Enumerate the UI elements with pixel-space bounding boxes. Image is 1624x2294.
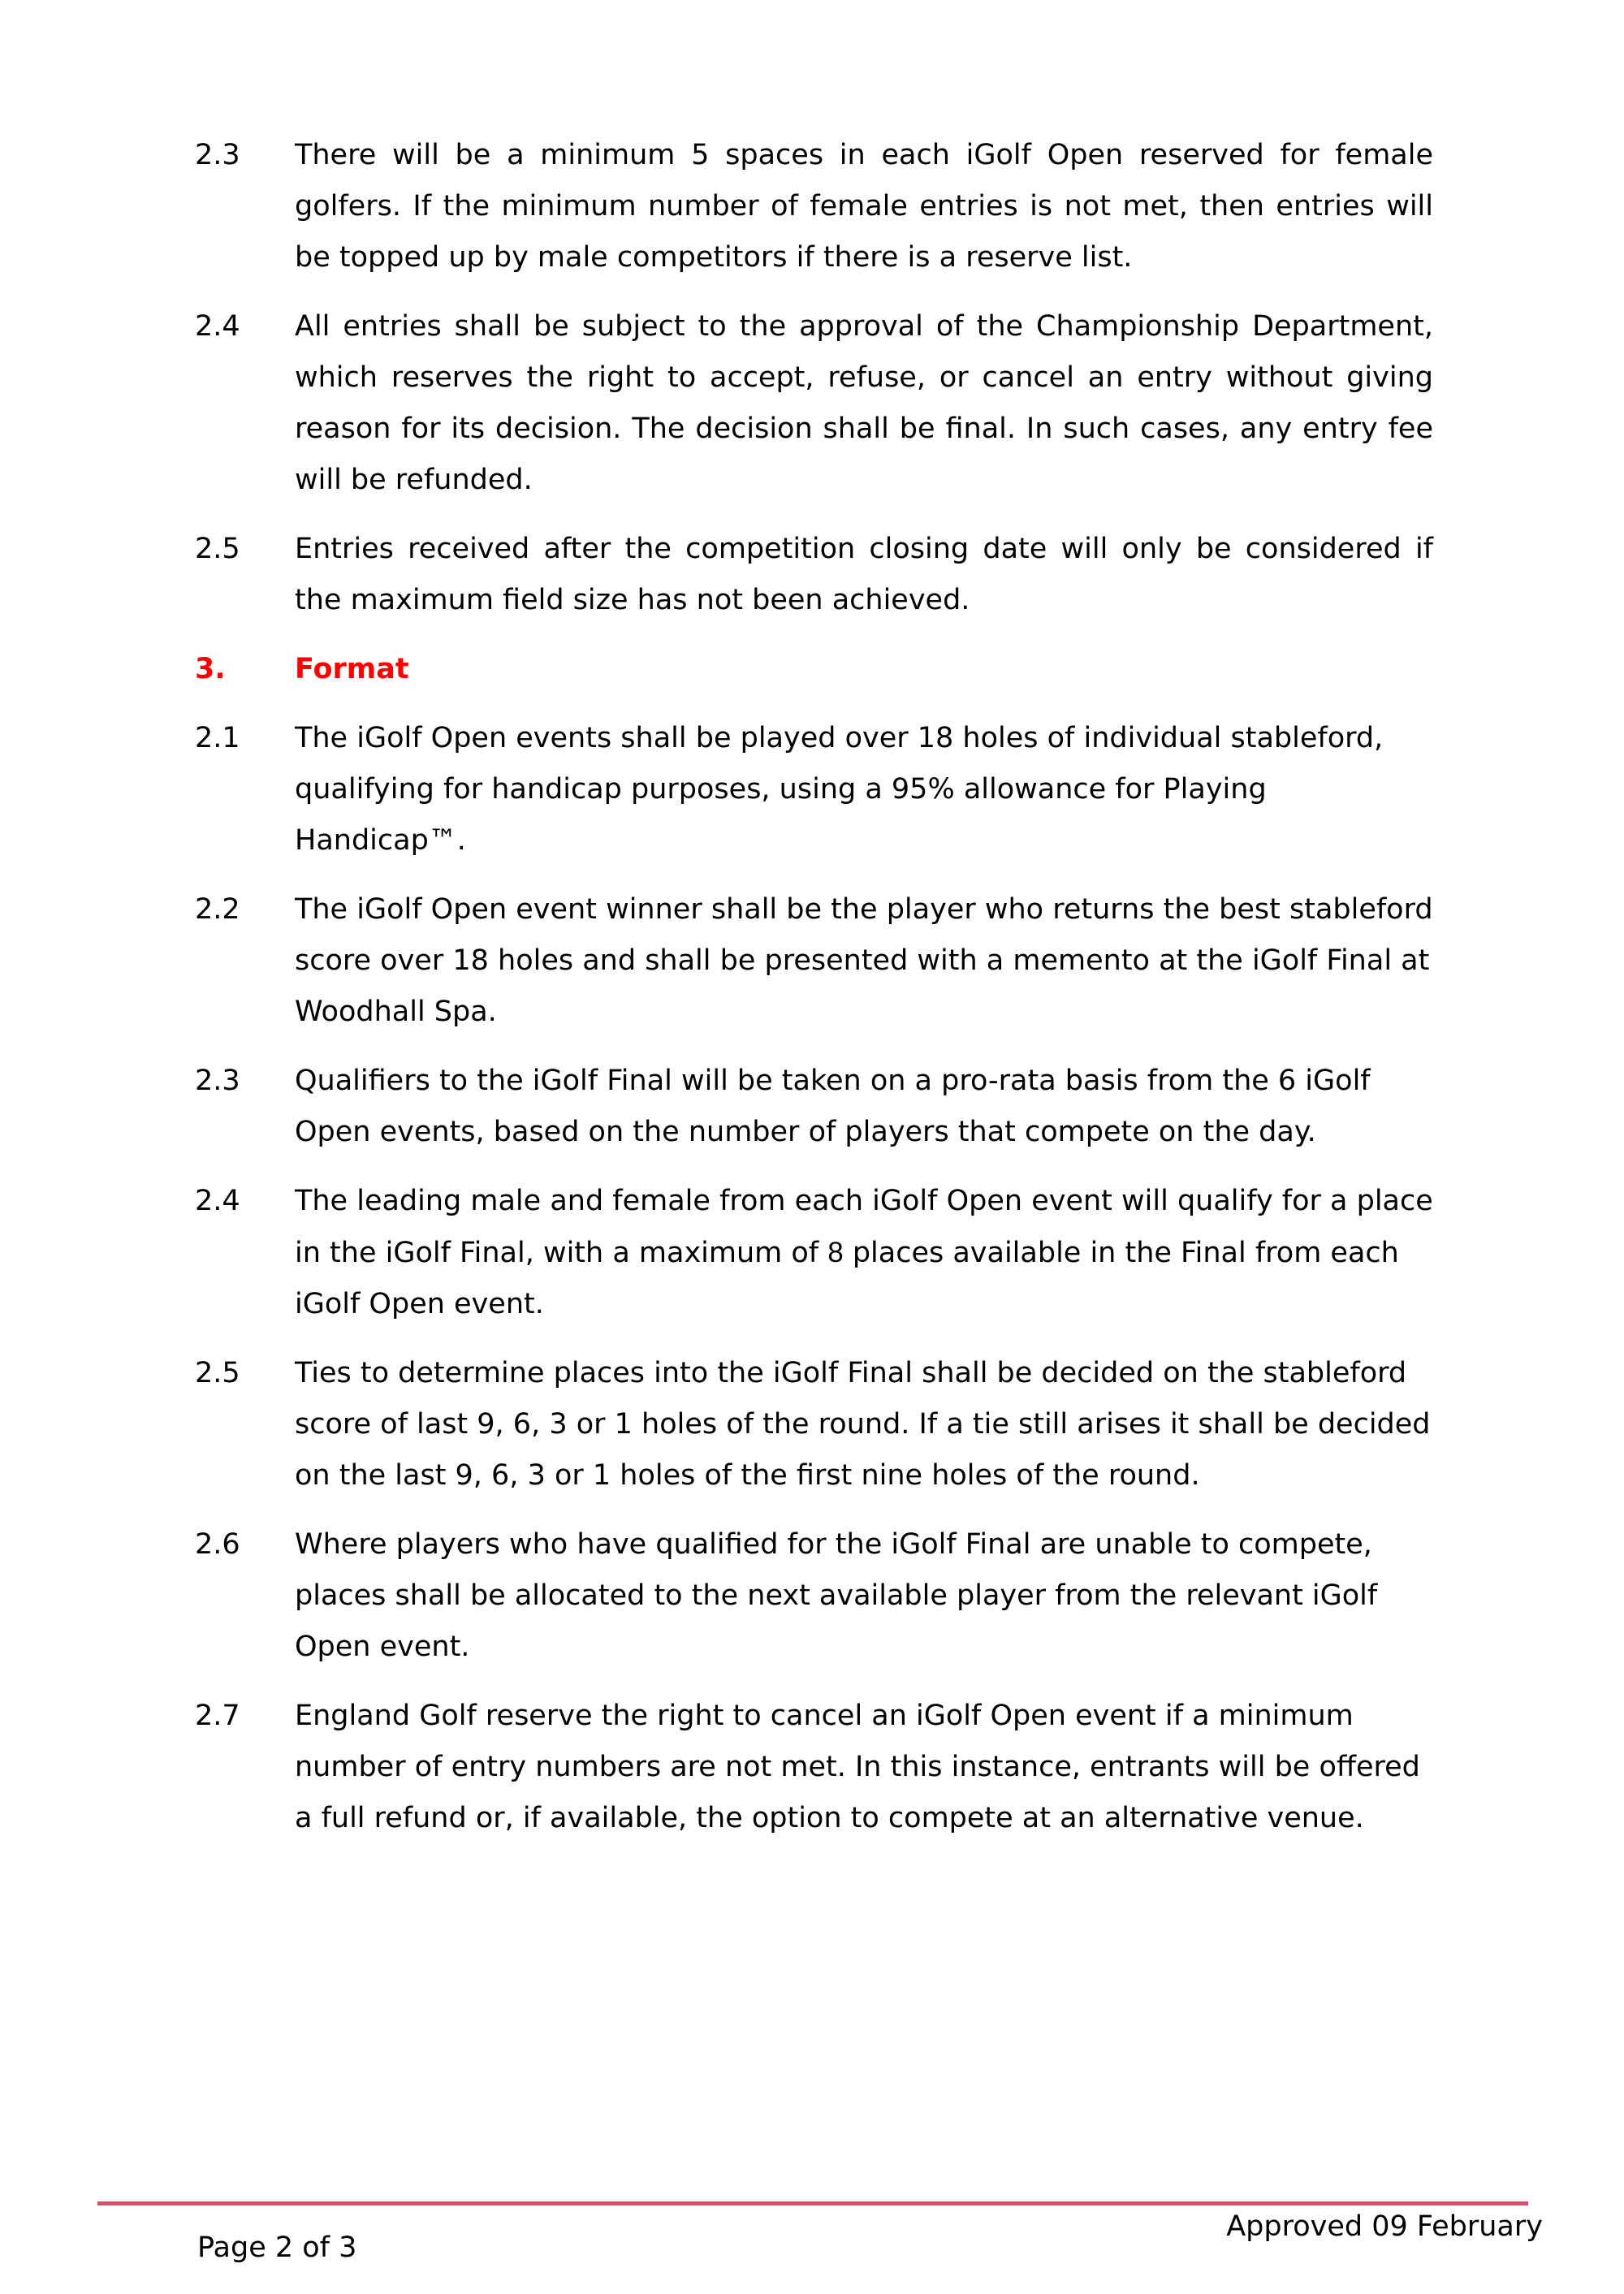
clause-format-2-4 xyxy=(195,1176,1435,1330)
clause-text: Qualifiers to the iGolf Final will be taken on a pro-rata basis from the 6 iGolf Open events, based on the number of players that compete on the day. xyxy=(295,1065,1371,1148)
page-number-label: Page 2 of 3 xyxy=(197,2231,357,2264)
clause-text: The iGolf Open event winner shall be the player who returns the best stableford score over 18 holes and shall be presented with a memento at the iGolf Final at Woodhall Spa. xyxy=(295,893,1433,1028)
clause-entries-2-5 xyxy=(195,524,1435,626)
section-number: 3. xyxy=(195,653,226,685)
clause-number: 2.2 xyxy=(195,893,240,926)
document-body xyxy=(195,130,1435,1862)
clause-number: 2.3 xyxy=(195,139,240,171)
clause-number: 2.5 xyxy=(195,1357,240,1389)
clause-text xyxy=(295,1176,1433,1330)
clause-format-2-3 xyxy=(195,1056,1435,1158)
clause-number: 2.7 xyxy=(195,1700,240,1732)
clause-format-2-5 xyxy=(195,1348,1435,1501)
clause-text: Entries received after the competition closing date will only be considered if the maximum field size has not been achieved. xyxy=(295,533,1433,616)
clause-text-part: places available in the Final from each iGolf Open event. xyxy=(295,1237,1399,1320)
clause-format-2-6 xyxy=(195,1519,1435,1673)
clause-text-numeral: 8 xyxy=(827,1237,844,1268)
clause-number: 2.4 xyxy=(195,310,240,343)
clause-number: 2.4 xyxy=(195,1185,240,1217)
clause-text: England Golf reserve the right to cancel an iGolf Open event if a minimum number of entry numbers are not met. In this instance, entrants will be offered a full refund or, if available, the option to compete at an alternative venue. xyxy=(295,1700,1420,1834)
clause-number: 2.5 xyxy=(195,533,240,565)
section-heading-format xyxy=(195,644,1435,695)
clause-entries-2-3 xyxy=(195,130,1435,283)
clause-entries-2-4 xyxy=(195,301,1435,506)
footer-divider xyxy=(97,2201,1528,2205)
clause-format-2-1 xyxy=(195,713,1435,866)
clause-text: The iGolf Open events shall be played over 18 holes of individual stableford, qualifying for handicap purposes, using a 95% allowance for Playing Handicap™. xyxy=(295,722,1384,857)
section-title: Format xyxy=(295,653,409,685)
clause-format-2-2 xyxy=(195,884,1435,1038)
clause-text-part: The leading male and female from each iGolf Open event will qualify for a place in the iGolf Final, with a maximum of xyxy=(295,1185,1433,1269)
clause-number: 2.6 xyxy=(195,1528,240,1561)
clause-text: There will be a minimum 5 spaces in each iGolf Open reserved for female golfers. If the minimum number of female entries is not met, then entries will be topped up by male competitors if there is a reserve list. xyxy=(295,139,1433,274)
clause-number: 2.1 xyxy=(195,722,240,754)
clause-text: Where players who have qualified for the iGolf Final are unable to compete, places shall be allocated to the next available player from the relevant iGolf Open event. xyxy=(295,1528,1378,1663)
clause-format-2-7 xyxy=(195,1691,1435,1844)
clause-text: Ties to determine places into the iGolf Final shall be decided on the stableford score of last 9, 6, 3 or 1 holes of the round. If a tie still arises it shall be decided on the last 9, 6, 3 or 1 holes of the first nine holes of the round. xyxy=(295,1357,1431,1492)
approved-date-label: Approved 09 February xyxy=(1226,2210,1543,2243)
clause-number: 2.3 xyxy=(195,1065,240,1097)
clause-text: All entries shall be subject to the approval of the Championship Department, which reserves the right to accept, refuse, or cancel an entry without giving reason for its decision. The decision shall be final. In such cases, any entry fee will be refunded. xyxy=(295,310,1433,496)
